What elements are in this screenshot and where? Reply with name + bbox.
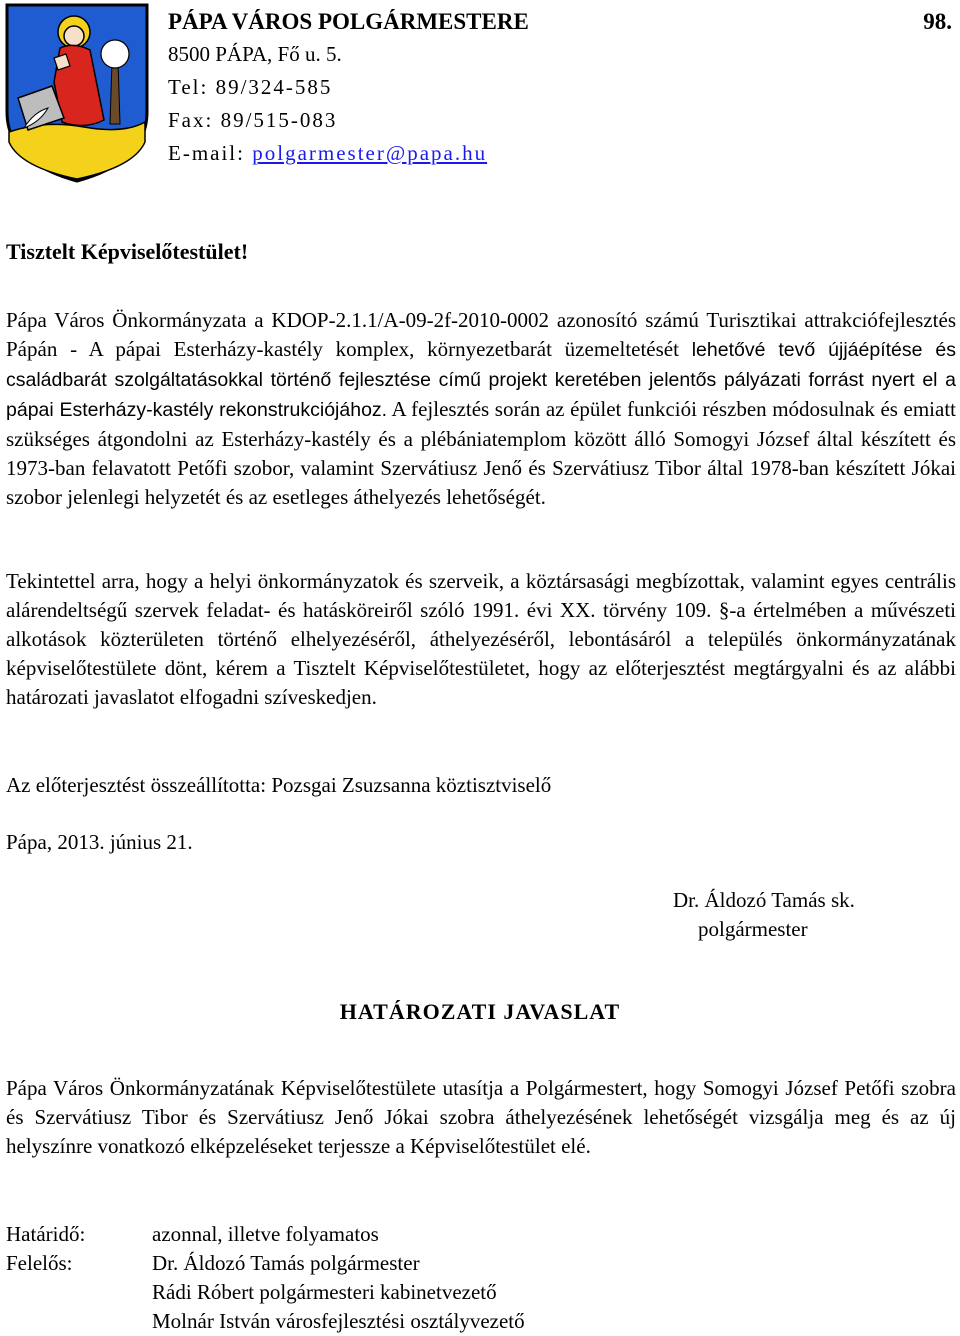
- signer-name: Dr. Áldozó Tamás sk.: [673, 888, 855, 912]
- paragraph-background: [6, 306, 956, 512]
- paragraph-legal-basis: Tekintettel arra, hogy a helyi önkormányzatok és szerveik, a köztársasági megbízottak, valamint egyes centrális alárendeltségű szervek feladat- és hatásköreiről szóló 1991. évi XX. törvény 109. §-a értelmében a művészeti alkotások közterületen történő elhelyezéséről, áthelyezéséről, lebontásáról a település önkormányzatának képviselőtestülete dönt, kérem a Tisztelt Képviselőtestületet, hogy az előterjesztést megtárgyalni és az alábbi határozati javaslatot elfogadni szíveskedjen.: [6, 569, 956, 709]
- page-number: 98.: [923, 9, 952, 34]
- salutation: Tisztelt Képviselőtestület!: [6, 239, 249, 264]
- paragraph-background-sans: lehetővé tevő újjáépítése és családbarát szolgáltatásokkal történő fejlesztése című projekt keretében jelentős pályázati forrást nyert el a pápai Esterházy-kastély rekonstrukciójához.: [6, 339, 956, 421]
- resolution-meta: [6, 1220, 525, 1336]
- resolution-heading: HATÁROZATI JAVASLAT: [339, 999, 621, 1024]
- office-phone: Tel: 89/324-585: [168, 75, 333, 99]
- office-fax: Fax: 89/515-083: [168, 108, 338, 132]
- responsible-person: Dr. Áldozó Tamás polgármester: [152, 1251, 420, 1275]
- coat-of-arms-icon: [4, 2, 150, 184]
- paragraph-background-lead: Pápa Város Önkormányzata a KDOP-2.1.1/A-09-2f-2010-0002 azonosító számú Turisztikai attrakciófejlesztés Pápán - A pápai Esterházy-kastély komplex, környezetbarát üzemeltetését: [6, 308, 956, 361]
- email-label: E-mail:: [168, 141, 253, 165]
- office-address: 8500 PÁPA, Fő u. 5.: [168, 42, 342, 66]
- resolution-text: Pápa Város Önkormányzatának Képviselőtestülete utasítja a Polgármestert, hogy Somogyi József Petőfi szobra és Szervátiusz Tibor és Szervátiusz Jenő Jókai szobra áthelyezésének lehetőségét vizsgálja meg és az új helyszínre vonatkozó elképzeléseket terjessze a Képviselőtestület elé.: [6, 1076, 956, 1158]
- office-title: PÁPA VÁROS POLGÁRMESTERE: [168, 9, 529, 34]
- deadline-row: [6, 1220, 525, 1249]
- office-email-line: [168, 137, 958, 170]
- compiled-by: Az előterjesztést összeállította: Pozsgai Zsuzsanna köztisztviselő: [6, 773, 552, 797]
- place-and-date: Pápa, 2013. június 21.: [6, 830, 193, 854]
- deadline-label: Határidő:: [6, 1222, 86, 1246]
- email-link[interactable]: polgarmester@papa.hu: [252, 141, 488, 165]
- responsible-row: [6, 1249, 525, 1336]
- responsible-list: [152, 1249, 525, 1336]
- letterhead: [168, 6, 958, 170]
- signer-title: polgármester: [698, 917, 808, 941]
- deadline-value: azonnal, illetve folyamatos: [152, 1222, 379, 1246]
- responsible-person: Molnár István városfejlesztési osztályvezető: [152, 1309, 525, 1333]
- paragraph-background-tail: A fejlesztés során az épület funkciói részben módosulnak és emiatt szükséges átgondolni az Esterházy-kastély és a plébániatemplom között álló Somogyi József által készített és 1973-ban felavatott Petőfi szobor, valamint Szervátiusz Jenő és Szervátiusz Tibor által 1978-ban készített Jókai szobor jelenlegi helyzetét és az esetleges áthelyezés lehetőségét.: [6, 397, 956, 509]
- responsible-person: Rádi Róbert polgármesteri kabinetvezető: [152, 1280, 497, 1304]
- responsible-label: Felelős:: [6, 1251, 73, 1275]
